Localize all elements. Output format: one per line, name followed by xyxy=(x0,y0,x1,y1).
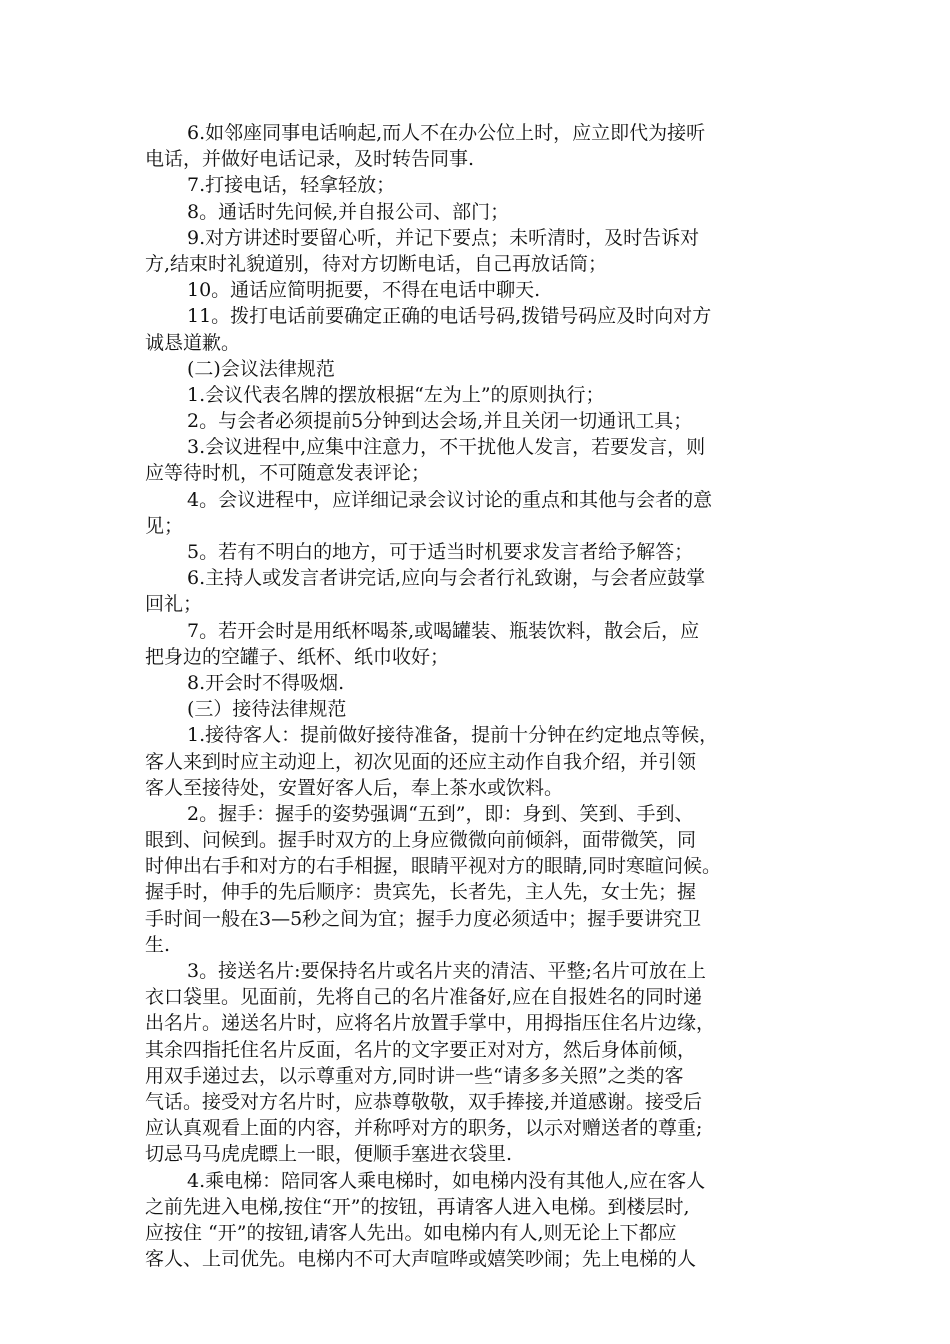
text-line: 之前先进入电梯,按住“开”的按钮，再请客人进入电梯。到楼层时, xyxy=(145,1195,690,1218)
text-line: 7.打接电话，轻拿轻放； xyxy=(187,174,396,197)
text-line: 2。与会者必须提前5分钟到达会场,并且关闭一切通讯工具； xyxy=(187,410,693,433)
text-line: 衣口袋里。见面前，先将自己的名片准备好,应在自报姓名的同时递 xyxy=(145,986,703,1009)
text-line: 应认真观看上面的内容，并称呼对方的职务，以示对赠送者的尊重; xyxy=(145,1117,703,1140)
text-line: 4。会议进程中，应详细记录会议讨论的重点和其他与会者的意 xyxy=(187,488,713,511)
text-line: (三）接待法律规范 xyxy=(187,698,347,721)
text-line: 切忌马马虎虎瞟上一眼，便顺手塞进衣袋里. xyxy=(145,1143,513,1166)
document-page xyxy=(145,120,805,1272)
text-line: 方,结束时礼貌道别，待对方切断电话，自己再放话筒； xyxy=(145,252,608,275)
text-line: 用双手递过去，以示尊重对方,同时讲一些“请多多关照”之类的客 xyxy=(145,1064,684,1087)
text-line: 11。拨打电话前要确定正确的电话号码,拨错号码应及时向对方 xyxy=(187,305,712,328)
text-line: 2。握手：握手的姿势强调“五到”，即：身到、笑到、手到、 xyxy=(187,802,694,825)
text-line: 握手时，伸手的先后顺序：贵宾先，长者先，主人先，女士先；握 xyxy=(145,881,697,904)
text-line: 眼到、问候到。握手时双方的上身应微微向前倾斜，面带微笑，同 xyxy=(145,829,697,852)
text-line: 把身边的空罐子、纸杯、纸巾收好； xyxy=(145,645,450,668)
text-line: 客人来到时应主动迎上，初次见面的还应主动作自我介绍，并引领 xyxy=(145,750,697,773)
text-line: 4.乘电梯：陪同客人乘电梯时，如电梯内没有其他人,应在客人 xyxy=(187,1169,706,1192)
text-line: 应按住 “开”的按钮,请客人先出。如电梯内有人,则无论上下都应 xyxy=(145,1221,677,1244)
text-line: (二)会议法律规范 xyxy=(187,357,335,380)
text-line: 5。若有不明白的地方，可于适当时机要求发言者给予解答； xyxy=(187,541,694,563)
text-line: 见； xyxy=(145,514,184,537)
text-line: 时伸出右手和对方的右手相握，眼睛平视对方的眼睛,同时寒暄问候。 xyxy=(145,855,722,878)
text-line: 10。通话应简明扼要，不得在电话中聊天. xyxy=(187,279,541,302)
text-line: 生. xyxy=(145,933,171,956)
text-line: 电话，并做好电话记录，及时转告同事. xyxy=(145,148,475,171)
text-line: 6.主持人或发言者讲完话,应向与会者行礼致谢，与会者应鼓掌 xyxy=(187,567,706,590)
text-line: 应等待时机，不可随意发表评论； xyxy=(145,462,431,485)
text-line: 1.会议代表名牌的摆放根据“左为上”的原则执行； xyxy=(187,383,605,406)
text-line: 气话。接受对方名片时，应恭尊敬敬，双手捧接,并道感谢。接受后 xyxy=(145,1090,703,1113)
text-line: 诚恳道歉。 xyxy=(145,331,241,354)
text-line: 6.如邻座同事电话响起,而人不在办公位上时，应立即代为接听 xyxy=(187,122,706,144)
text-line: 回礼； xyxy=(145,593,203,616)
text-line: 3.会议进程中,应集中注意力，不干扰他人发言，若要发言，则 xyxy=(187,436,706,459)
text-line: 7。若开会时是用纸杯喝茶,或喝罐装、瓶装饮料，散会后，应 xyxy=(187,619,700,642)
text-line: 8。通话时先问候,并自报公司、部门； xyxy=(187,200,510,223)
text-line: 3。接送名片:要保持名片或名片夹的清洁、平整;名片可放在上 xyxy=(187,960,706,982)
text-line: 出名片。递送名片时，应将名片放置手掌中，用拇指压住名片边缘， xyxy=(145,1012,716,1035)
text-line: 8.开会时不得吸烟. xyxy=(187,671,345,694)
text-line: 1.接待客人：提前做好接待准备，提前十分钟在约定地点等候， xyxy=(187,724,719,747)
text-line: 9.对方讲述时要留心听，并记下要点；未听清时，及时告诉对 xyxy=(187,226,700,249)
text-line: 客人至接待处，安置好客人后，奉上茶水或饮料。 xyxy=(145,776,564,799)
text-line: 其余四指托住名片反面，名片的文字要正对对方，然后身体前倾， xyxy=(145,1038,697,1061)
text-line: 手时间一般在3—5秒之间为宜；握手力度必须适中；握手要讲究卫 xyxy=(145,907,702,930)
text-line: 客人、上司优先。电梯内不可大声喧哗或嬉笑吵闹；先上电梯的人 xyxy=(145,1248,697,1271)
